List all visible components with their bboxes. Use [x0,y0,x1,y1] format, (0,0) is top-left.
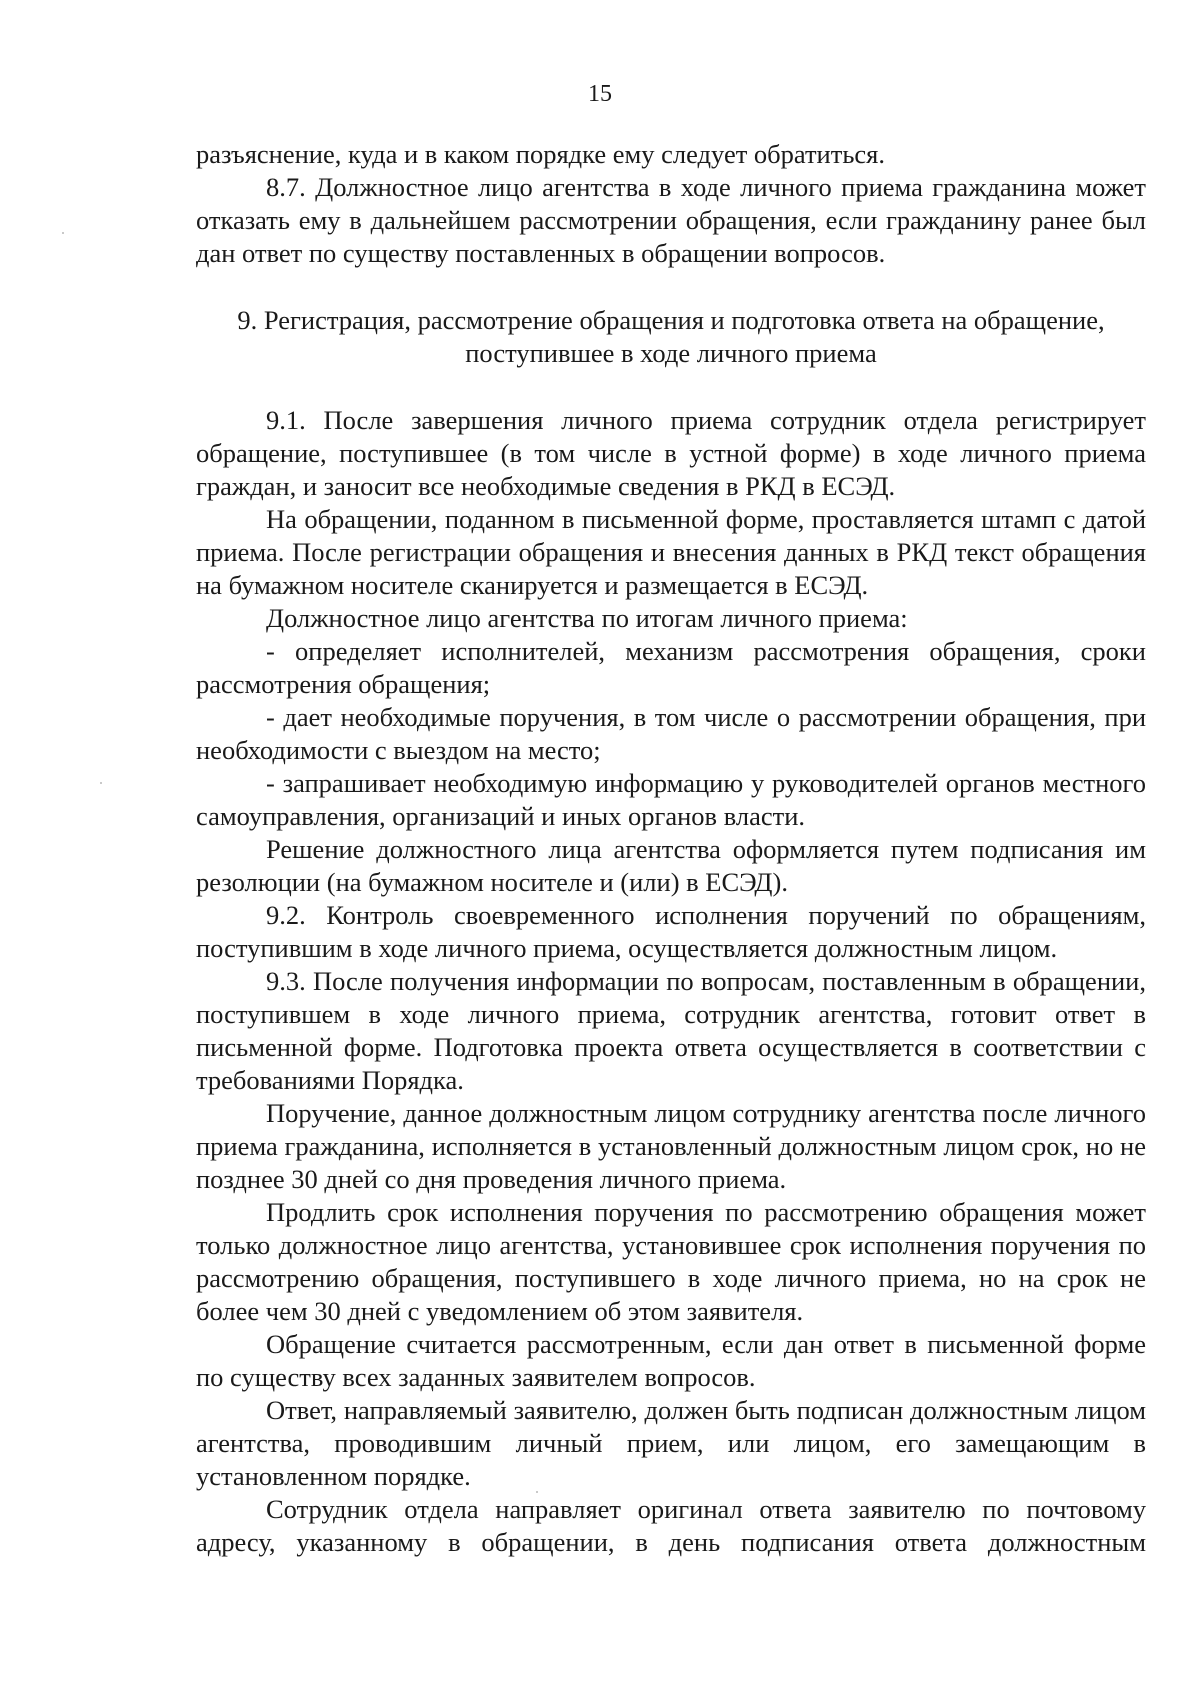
paragraph-considered: Обращение считается рассмотренным, если дан ответ в письменной форме по существу всех заданных заявителем вопросов. [196,1329,1146,1392]
document-body [196,138,1146,1559]
paragraph-9-3: 9.3. После получения информации по вопросам, поставленным в обращении, поступившем в ходе личного приема, сотрудник агентства, готовит ответ в письменной форме. Подготовка проекта ответа осуществляется в соответствии с требованиями Порядка. [196,966,1146,1095]
page-number: 15 [588,81,612,107]
paragraph-official-results: Должностное лицо агентства по итогам личного приема: [266,603,908,633]
paragraph-assignment: Поручение, данное должностным лицом сотруднику агентства после личного приема гражданина, исполняется в установленный должностным лицом срок, но не позднее 30 дней со дня проведения личного приема. [196,1098,1146,1194]
paragraph-8-7: 8.7. Должностное лицо агентства в ходе личного приема гражданина может отказать ему в дальнейшем рассмотрении обращения, если гражданину ранее был дан ответ по существу поставленных в обращении вопросов. [196,172,1146,268]
paragraph-9-2: 9.2. Контроль своевременного исполнения поручений по обращениям, поступившим в ходе личного приема, осуществляется должностным лицом. [196,900,1146,963]
paragraph-signed: Ответ, направляемый заявителю, должен быть подписан должностным лицом агентства, проводившим личный прием, или лицом, его замещающим в установленном порядке. [196,1395,1146,1491]
paragraph-9-1: 9.1. После завершения личного приема сотрудник отдела регистрирует обращение, поступившее (в том числе в устной форме) в ходе личного приема граждан, и заносит все необходимые сведения в РКД в ЕСЭД. [196,405,1146,501]
section-9-heading-line-2: поступившее в ходе личного приема [465,338,877,368]
scan-speck [62,232,64,234]
paragraph-decision: Решение должностного лица агентства оформляется путем подписания им резолюции (на бумажном носителе и (или) в ЕСЭД). [196,834,1146,897]
paragraph-sends-original: Сотрудник отдела направляет оригинал ответа заявителю по почтовому адресу, указанному в обращении, в день подписания ответа должностным [196,1494,1146,1557]
scan-speck [100,782,102,784]
list-item-gives-instructions: - дает необходимые поручения, в том числе о рассмотрении обращения, при необходимости с выездом на место; [196,702,1146,765]
list-item-determines-executors: - определяет исполнителей, механизм рассмотрения обращения, сроки рассмотрения обращения; [196,636,1146,699]
section-9-heading [196,304,1146,370]
scan-speck [536,1491,538,1493]
section-9-heading-line-1: 9. Регистрация, рассмотрение обращения и подготовка ответа на обращение, [237,305,1105,335]
list-item-requests-information: - запрашивает необходимую информацию у руководителей органов местного самоуправления, организаций и иных органов власти. [196,768,1146,831]
paragraph-written-form: На обращении, поданном в письменной форме, проставляется штамп с датой приема. После регистрации обращения и внесения данных в РКД текст обращения на бумажном носителе сканируется и размещается в ЕСЭД. [196,504,1146,600]
paragraph-extend-term: Продлить срок исполнения поручения по рассмотрению обращения может только должностное лицо агентства, установившее срок исполнения поручения по рассмотрению обращения, поступившего в ходе личного приема, но на срок не более чем 30 дней с уведомлением об этом заявителя. [196,1197,1146,1326]
paragraph-continuation: разъяснение, куда и в каком порядке ему следует обратиться. [196,139,885,169]
